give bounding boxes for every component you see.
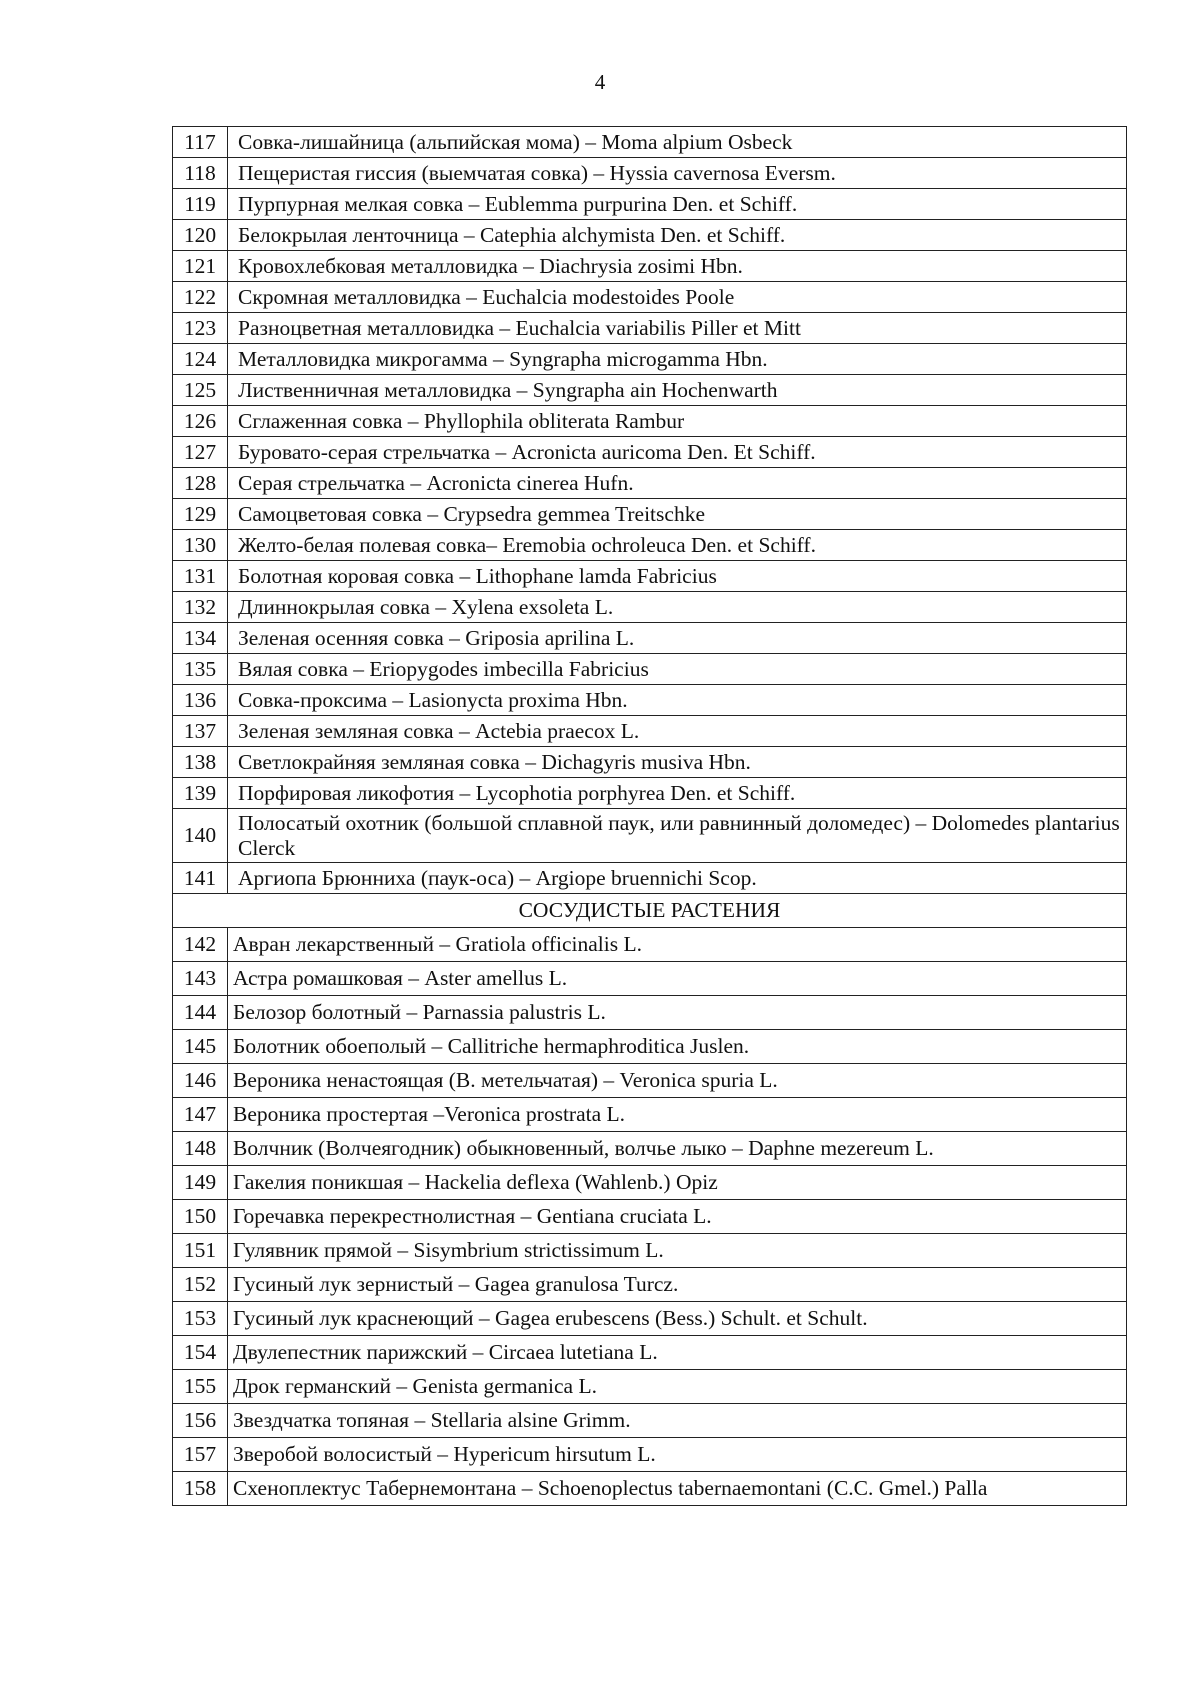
species-name: Самоцветовая совка – Crypsedra gemmea Treitschke [228, 499, 1127, 530]
species-name: Схеноплектус Табернемонтана – Schoenoplectus tabernaemontani (C.C. Gmel.) Palla [228, 1472, 1127, 1506]
species-name: Сглаженная совка – Phyllophila obliterata Rambur [228, 406, 1127, 437]
table-row [173, 1268, 1127, 1302]
species-name: Кровохлебковая металловидка – Diachrysia zosimi Hbn. [228, 251, 1127, 282]
row-number: 119 [173, 189, 228, 220]
row-number: 142 [173, 928, 228, 962]
row-number: 145 [173, 1030, 228, 1064]
species-name: Зеленая земляная совка – Actebia praecox L. [228, 716, 1127, 747]
table-row [173, 406, 1127, 437]
row-number: 127 [173, 437, 228, 468]
species-name: Лиственничная металловидка – Syngrapha ain Hochenwarth [228, 375, 1127, 406]
species-name: Звездчатка топяная – Stellaria alsine Grimm. [228, 1404, 1127, 1438]
species-name: Совка-проксима – Lasionycta proxima Hbn. [228, 685, 1127, 716]
table-row [173, 996, 1127, 1030]
table-row [173, 592, 1127, 623]
table-row [173, 962, 1127, 996]
row-number: 138 [173, 747, 228, 778]
page-number: 4 [594, 70, 606, 94]
species-name: Двулепестник парижский – Circaea lutetiana L. [228, 1336, 1127, 1370]
species-name: Волчник (Волчеягодник) обыкновенный, волчье лыко – Daphne mezereum L. [228, 1132, 1127, 1166]
table-row [173, 1302, 1127, 1336]
row-number: 153 [173, 1302, 228, 1336]
row-number: 128 [173, 468, 228, 499]
row-number: 150 [173, 1200, 228, 1234]
species-name: Вероника простертая –Veronica prostrata L. [228, 1098, 1127, 1132]
species-name: Гусиный лук краснеющий – Gagea erubescens (Bess.) Schult. et Schult. [228, 1302, 1127, 1336]
row-number: 131 [173, 561, 228, 592]
table-row [173, 1404, 1127, 1438]
row-number: 143 [173, 962, 228, 996]
row-number: 157 [173, 1438, 228, 1472]
species-table [172, 126, 1127, 1506]
species-name: Металловидка микрогамма – Syngrapha microgamma Hbn. [228, 344, 1127, 375]
row-number: 149 [173, 1166, 228, 1200]
row-number: 126 [173, 406, 228, 437]
row-number: 118 [173, 158, 228, 189]
table-row [173, 468, 1127, 499]
table-row [173, 1438, 1127, 1472]
row-number: 117 [173, 127, 228, 158]
table-row [173, 1030, 1127, 1064]
row-number: 129 [173, 499, 228, 530]
row-number: 135 [173, 654, 228, 685]
row-number: 156 [173, 1404, 228, 1438]
species-name: Пещеристая гиссия (выемчатая совка) – Hyssia cavernosa Eversm. [228, 158, 1127, 189]
table-row [173, 685, 1127, 716]
row-number: 121 [173, 251, 228, 282]
species-name: Гусиный лук зернистый – Gagea granulosa Turcz. [228, 1268, 1127, 1302]
table-row [173, 251, 1127, 282]
row-number: 147 [173, 1098, 228, 1132]
row-number: 136 [173, 685, 228, 716]
species-name: Светлокрайняя земляная совка – Dichagyris musiva Hbn. [228, 747, 1127, 778]
species-name: Аргиопа Брюнниха (паук-оса) – Argiope bruennichi Scop. [228, 863, 1127, 894]
table-row [173, 189, 1127, 220]
table-row [173, 716, 1127, 747]
table-row [173, 623, 1127, 654]
row-number: 158 [173, 1472, 228, 1506]
row-number: 123 [173, 313, 228, 344]
species-name: Пурпурная мелкая совка – Eublemma purpurina Den. et Schiff. [228, 189, 1127, 220]
row-number: 140 [173, 809, 228, 863]
row-number: 125 [173, 375, 228, 406]
table-row [173, 1472, 1127, 1506]
species-name: Порфировая ликофотия – Lycophotia porphyrea Den. et Schiff. [228, 778, 1127, 809]
table-row [173, 158, 1127, 189]
species-name: Зеленая осенняя совка – Griposia aprilina L. [228, 623, 1127, 654]
species-name: Буровато-серая стрельчатка – Acronicta auricoma Den. Et Schiff. [228, 437, 1127, 468]
table-row [173, 220, 1127, 251]
row-number: 134 [173, 623, 228, 654]
table-row [173, 375, 1127, 406]
species-name: Горечавка перекрестнолистная – Gentiana cruciata L. [228, 1200, 1127, 1234]
row-number: 152 [173, 1268, 228, 1302]
species-name: Дрок германский – Genista germanica L. [228, 1370, 1127, 1404]
species-name: Вялая совка – Eriopygodes imbecilla Fabricius [228, 654, 1127, 685]
table-row [173, 282, 1127, 313]
section-title: СОСУДИСТЫЕ РАСТЕНИЯ [173, 894, 1127, 928]
species-name: Скромная металловидка – Euchalcia modestoides Poole [228, 282, 1127, 313]
species-name: Гулявник прямой – Sisymbrium strictissimum L. [228, 1234, 1127, 1268]
table-row [173, 928, 1127, 962]
species-name: Астра ромашковая – Aster amellus L. [228, 962, 1127, 996]
table-row [173, 1234, 1127, 1268]
row-number: 132 [173, 592, 228, 623]
table-row [173, 530, 1127, 561]
row-number: 144 [173, 996, 228, 1030]
table-row [173, 1370, 1127, 1404]
species-name: Вероника ненастоящая (В. метельчатая) – Veronica spuria L. [228, 1064, 1127, 1098]
table-row [173, 437, 1127, 468]
row-number: 154 [173, 1336, 228, 1370]
species-name: Зверобой волосистый – Hypericum hirsutum L. [228, 1438, 1127, 1472]
table-row [173, 747, 1127, 778]
species-name: Болотная коровая совка – Lithophane lamda Fabricius [228, 561, 1127, 592]
species-name: Белокрылая ленточница – Catephia alchymista Den. et Schiff. [228, 220, 1127, 251]
species-name: Авран лекарственный – Gratiola officinalis L. [228, 928, 1127, 962]
row-number: 146 [173, 1064, 228, 1098]
species-name: Длиннокрылая совка – Xylena exsoleta L. [228, 592, 1127, 623]
row-number: 155 [173, 1370, 228, 1404]
table-row [173, 499, 1127, 530]
table-row [173, 1132, 1127, 1166]
table-row [173, 809, 1127, 863]
table-row [173, 1098, 1127, 1132]
table-row [173, 863, 1127, 894]
table-row [173, 313, 1127, 344]
row-number: 151 [173, 1234, 228, 1268]
row-number: 141 [173, 863, 228, 894]
species-table-body [173, 127, 1127, 1506]
row-number: 122 [173, 282, 228, 313]
table-row [173, 1200, 1127, 1234]
table-row [173, 654, 1127, 685]
species-name: Полосатый охотник (большой сплавной паук, или равнинный доломедес) – Dolomedes plantarius Clerck [228, 809, 1127, 863]
row-number: 130 [173, 530, 228, 561]
table-row [173, 1064, 1127, 1098]
row-number: 148 [173, 1132, 228, 1166]
species-name: Белозор болотный – Parnassia palustris L. [228, 996, 1127, 1030]
row-number: 120 [173, 220, 228, 251]
row-number: 124 [173, 344, 228, 375]
species-name: Разноцветная металловидка – Euchalcia variabilis Piller et Mitt [228, 313, 1127, 344]
species-name: Желто-белая полевая совка– Eremobia ochroleuca Den. et Schiff. [228, 530, 1127, 561]
species-name: Серая стрельчатка – Acronicta cinerea Hufn. [228, 468, 1127, 499]
table-row [173, 344, 1127, 375]
row-number: 137 [173, 716, 228, 747]
table-row [173, 1166, 1127, 1200]
species-name: Совка-лишайница (альпийская мома) – Moma alpium Osbeck [228, 127, 1127, 158]
species-name: Гакелия поникшая – Hackelia deflexa (Wahlenb.) Opiz [228, 1166, 1127, 1200]
row-number: 139 [173, 778, 228, 809]
table-row [173, 127, 1127, 158]
table-row [173, 778, 1127, 809]
table-row [173, 561, 1127, 592]
table-row [173, 1336, 1127, 1370]
species-name: Болотник обоеполый – Callitriche hermaphroditica Juslen. [228, 1030, 1127, 1064]
section-row [173, 894, 1127, 928]
